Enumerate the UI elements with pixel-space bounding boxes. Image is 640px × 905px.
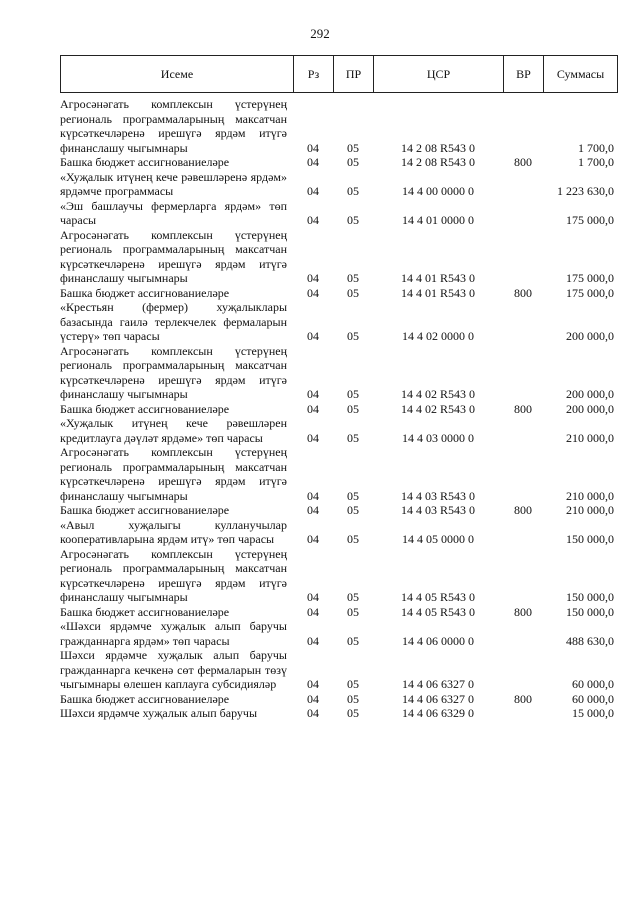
cell-sum: 210 000,0	[566, 503, 614, 517]
cell-rz: 04	[307, 488, 319, 503]
cell-vr	[503, 199, 543, 228]
cell-pr: 05	[347, 430, 359, 445]
cell-vr: 800	[514, 155, 532, 169]
cell-name: «Авыл хуҗалыгы кулланучылар кооперативларына ярдәм итү» төп чарасы	[60, 517, 287, 546]
cell-rz: 04	[307, 155, 319, 169]
cell-rz: 04	[307, 329, 319, 343]
header-csr: ЦСР	[374, 56, 504, 92]
header-sum: Суммасы	[556, 66, 605, 81]
cell-rz: 04	[307, 430, 319, 445]
cell-pr: 05	[347, 329, 359, 343]
cell-vr	[503, 619, 543, 648]
cell-pr: 05	[347, 140, 359, 155]
cell-vr	[503, 445, 543, 503]
cell-pr: 05	[347, 706, 359, 720]
cell-rz: 04	[307, 677, 319, 691]
cell-csr: 14 4 03 R543 0	[400, 488, 475, 503]
cell-sum: 15 000,0	[572, 706, 614, 720]
cell-sum: 200 000,0	[566, 387, 614, 401]
cell-pr: 05	[347, 633, 359, 648]
cell-sum: 488 630,0	[566, 633, 614, 648]
table-body	[60, 97, 618, 721]
cell-sum: 60 000,0	[572, 677, 614, 691]
cell-csr: 14 4 03 0000 0	[402, 430, 474, 445]
cell-name: «Хуҗалык итүнең кече рәвешләренә ярдәм» ярдәмче программасы	[60, 169, 287, 198]
cell-sum: 1 700,0	[578, 155, 614, 169]
cell-vr	[503, 228, 543, 286]
cell-name: Башка бюджет ассигнованиеләре	[60, 401, 230, 416]
table-row	[60, 155, 618, 170]
cell-pr: 05	[347, 285, 359, 300]
table-row	[60, 706, 618, 721]
cell-sum: 175 000,0	[566, 271, 614, 285]
cell-sum: 210 000,0	[566, 430, 614, 445]
cell-pr: 05	[347, 488, 359, 503]
page-number: 292	[310, 26, 330, 41]
cell-sum: 1 700,0	[578, 140, 614, 155]
cell-rz: 04	[307, 140, 319, 155]
cell-rz: 04	[307, 271, 319, 285]
cell-vr	[503, 518, 543, 547]
cell-csr: 14 4 00 0000 0	[402, 184, 474, 198]
cell-vr	[503, 648, 543, 692]
cell-vr: 800	[514, 503, 532, 517]
cell-rz: 04	[307, 401, 319, 416]
table-row	[60, 692, 618, 707]
cell-pr: 05	[347, 184, 359, 198]
cell-vr	[503, 416, 543, 445]
cell-name: Агросәнәгать комплексын үстерүнең региональ программаларының максатчан күрсәткечләренә ирешүгә ярдәм итүгә финанслашу чыгымнары	[60, 445, 287, 503]
cell-rz: 04	[307, 633, 319, 648]
table-row	[60, 503, 618, 518]
cell-pr: 05	[347, 271, 359, 285]
cell-name: Агросәнәгать комплексын үстерүнең региональ программаларының максатчан күрсәткечләренә ирешүгә ярдәм итүгә финанслашу чыгымнары	[60, 546, 287, 604]
cell-rz: 04	[307, 706, 319, 720]
cell-name: «Хуҗалык итүнең кече рәвешләрен кредитлауга дәүләт ярдәме» төп чарасы	[60, 416, 287, 445]
cell-sum: 210 000,0	[566, 488, 614, 503]
cell-rz: 04	[307, 532, 319, 546]
cell-sum: 175 000,0	[566, 213, 614, 227]
cell-vr	[503, 706, 543, 721]
header-pr: ПР	[334, 56, 374, 92]
cell-csr: 14 4 03 R543 0	[400, 503, 475, 517]
table-row	[60, 228, 618, 286]
cell-sum: 175 000,0	[566, 285, 614, 300]
cell-vr: 800	[514, 604, 532, 619]
cell-vr	[503, 97, 543, 155]
cell-csr: 14 4 06 0000 0	[402, 633, 474, 648]
header-rz: Рз	[294, 56, 334, 92]
table-row	[60, 402, 618, 417]
table-row	[60, 416, 618, 445]
table-row	[60, 648, 618, 692]
table-header	[60, 55, 618, 93]
cell-csr: 14 4 01 0000 0	[402, 213, 474, 227]
cell-csr: 14 4 02 0000 0	[402, 329, 474, 343]
cell-rz: 04	[307, 590, 319, 604]
table-row	[60, 97, 618, 155]
cell-sum: 150 000,0	[566, 590, 614, 604]
cell-pr: 05	[347, 590, 359, 604]
cell-csr: 14 4 06 6327 0	[402, 677, 474, 691]
table-row	[60, 619, 618, 648]
table-row	[60, 344, 618, 402]
cell-vr	[503, 547, 543, 605]
cell-name: Башка бюджет ассигнованиеләре	[60, 691, 230, 706]
cell-vr	[503, 170, 543, 199]
cell-pr: 05	[347, 213, 359, 227]
cell-sum: 60 000,0	[572, 691, 614, 706]
cell-sum: 150 000,0	[566, 604, 614, 619]
cell-csr: 14 2 08 R543 0	[400, 155, 475, 169]
cell-csr: 14 4 05 R543 0	[400, 604, 475, 619]
cell-csr: 14 4 02 R543 0	[400, 401, 475, 416]
cell-sum: 1 223 630,0	[557, 184, 614, 198]
cell-pr: 05	[347, 155, 359, 169]
cell-rz: 04	[307, 285, 319, 300]
cell-csr: 14 4 06 6329 0	[402, 706, 474, 720]
cell-name: Агросәнәгать комплексын үстерүнең региональ программаларының максатчан күрсәткечләренә ирешүгә ярдәм итүгә финанслашу чыгымнары	[60, 97, 287, 155]
cell-name: Агросәнәгать комплексын үстерүнең региональ программаларының максатчан күрсәткечләренә ирешүгә ярдәм итүгә финанслашу чыгымнары	[60, 227, 287, 285]
cell-name: Башка бюджет ассигнованиеләре	[60, 503, 230, 517]
cell-vr: 800	[514, 401, 532, 416]
cell-name: «Эш башлаучы фермерларга ярдәм» төп чарасы	[60, 198, 287, 227]
cell-vr: 800	[514, 691, 532, 706]
cell-pr: 05	[347, 503, 359, 517]
cell-vr	[503, 344, 543, 402]
cell-sum: 150 000,0	[566, 532, 614, 546]
cell-name: Агросәнәгать комплексын үстерүнең региональ программаларының максатчан күрсәткечләренә ирешүгә ярдәм итүгә финанслашу чыгымнары	[60, 343, 287, 401]
cell-name: Башка бюджет ассигнованиеләре	[60, 285, 230, 300]
cell-sum: 200 000,0	[566, 329, 614, 343]
cell-name: «Крестьян (фермер) хуҗалыклары базасында гаилә терлекчелек фермаларын үстерү» төп чарасы	[60, 300, 287, 343]
cell-pr: 05	[347, 532, 359, 546]
cell-csr: 14 4 01 R543 0	[400, 271, 475, 285]
cell-rz: 04	[307, 387, 319, 401]
cell-sum: 200 000,0	[566, 401, 614, 416]
cell-pr: 05	[347, 691, 359, 706]
table-row	[60, 199, 618, 228]
cell-name: Шәхси ярдәмче хуҗалык алып баручы	[60, 706, 258, 720]
cell-csr: 14 4 02 R543 0	[400, 387, 475, 401]
cell-name: Шәхси ярдәмче хуҗалык алып баручы гражданнарга кечкенә сөт фермаларын төзү чыгымнары өлешен каплауга субсидияләр	[60, 648, 287, 691]
cell-rz: 04	[307, 503, 319, 517]
cell-pr: 05	[347, 387, 359, 401]
cell-csr: 14 4 01 R543 0	[400, 285, 475, 300]
cell-name: Башка бюджет ассигнованиеләре	[60, 155, 230, 169]
table-row	[60, 300, 618, 344]
cell-csr: 14 2 08 R543 0	[400, 140, 475, 155]
cell-csr: 14 4 06 6327 0	[402, 691, 474, 706]
cell-rz: 04	[307, 691, 319, 706]
table-row	[60, 547, 618, 605]
table-row	[60, 170, 618, 199]
cell-csr: 14 4 05 R543 0	[400, 590, 475, 604]
table-row	[60, 518, 618, 547]
cell-csr: 14 4 05 0000 0	[402, 532, 474, 546]
cell-rz: 04	[307, 184, 319, 198]
cell-name: Башка бюджет ассигнованиеләре	[60, 604, 230, 619]
table-row	[60, 286, 618, 301]
header-name: Исеме	[61, 56, 294, 92]
cell-name: «Шәхси ярдәмче хуҗалык алып баручы гражданнарга ярдәм» төп чарасы	[60, 619, 287, 648]
cell-pr: 05	[347, 677, 359, 691]
table-row	[60, 605, 618, 620]
cell-rz: 04	[307, 213, 319, 227]
header-vr: ВР	[504, 56, 544, 92]
cell-vr	[503, 300, 543, 344]
cell-rz: 04	[307, 604, 319, 619]
cell-pr: 05	[347, 401, 359, 416]
cell-vr: 800	[514, 285, 532, 300]
cell-pr: 05	[347, 604, 359, 619]
table-row	[60, 445, 618, 503]
